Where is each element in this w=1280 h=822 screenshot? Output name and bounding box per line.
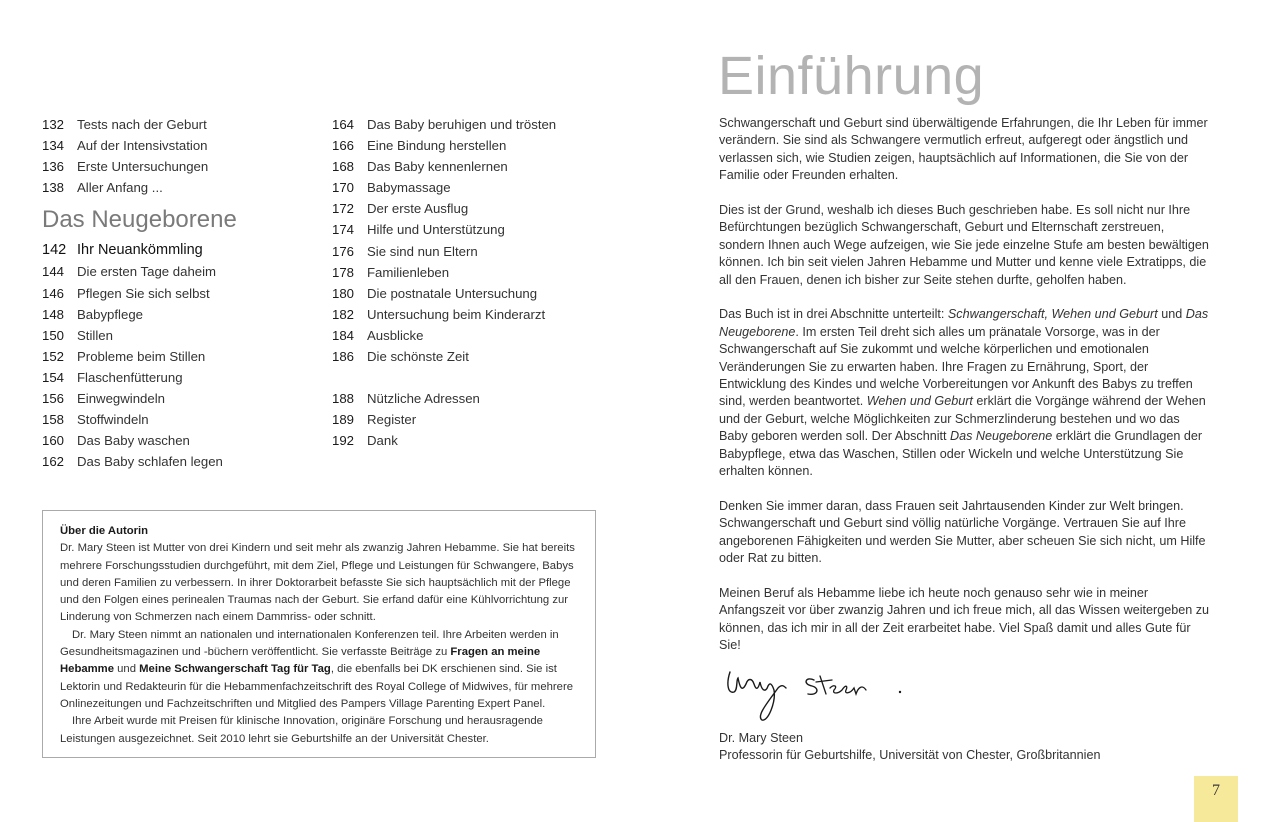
toc-entry-title: Babymassage — [367, 180, 451, 196]
toc-entry — [332, 304, 632, 325]
intro-paragraph-4: Denken Sie immer daran, dass Frauen seit Jahrtausenden Kinder zur Welt bringen. Schwangerschaft und Geburt sind völlig natürliche Vorgänge. Vertrauen Sie auf Ihre angeborenen Fähigkeiten und werden Sie Mutter, aber scheuen Sie sich nicht, um Hilfe oder Rat zu bitten. — [719, 498, 1206, 566]
toc-entry-title: Tests nach der Geburt — [77, 117, 207, 132]
toc-entry-title: Ausblicke — [367, 327, 424, 343]
toc-entry — [42, 114, 312, 135]
toc-entry — [42, 451, 312, 472]
text-run: Das Buch ist in drei Abschnitte unterteilt: — [719, 307, 948, 322]
page-title: Einführung — [718, 46, 985, 106]
toc-page-number: 192 — [332, 433, 355, 449]
toc-entry-title: Stillen — [77, 327, 113, 343]
toc-page-number: 166 — [332, 138, 355, 154]
toc-entry-title: Der erste Ausflug — [367, 201, 469, 217]
signature-name: Dr. Mary Steen — [719, 731, 803, 745]
intro-paragraph-1: Schwangerschaft und Geburt sind überwältigende Erfahrungen, die Ihr Leben für immer verändern. Sie sind als Schwangere vermutlich erfreut, aufgeregt oder ängstlich und verlassen sich, wie Studien zeigen, hauptsächlich auf Informationen, die Sie von der Familie oder Freunden erhalten. — [719, 116, 1208, 183]
intro-paragraph-5: Meinen Beruf als Hebamme liebe ich heute noch genauso sehr wie in meiner Anfangszeit vor über zwanzig Jahren und ich freue mich, all das Wissen weitergeben zu können, das ich mir in all der Zeit erarbeitet habe. Viel Spaß damit und alles Gute für Sie! — [719, 585, 1210, 653]
toc-page-number: 188 — [332, 391, 355, 407]
toc-entry — [332, 346, 632, 367]
toc-entry — [42, 367, 312, 388]
toc-group-appendix — [332, 388, 632, 451]
toc-group-newborn-cont — [332, 114, 632, 367]
toc-entry-title: Eine Bindung herstellen — [367, 138, 507, 154]
about-author-paragraph-2 — [60, 627, 579, 713]
toc-entry — [42, 240, 312, 261]
toc-entry-title: Untersuchung beim Kinderarzt — [367, 306, 546, 322]
toc-page-number: 168 — [332, 159, 355, 175]
italic-run: Das Neugeborene — [719, 307, 1209, 339]
toc-entry — [42, 346, 312, 367]
toc-page-number: 156 — [42, 391, 65, 407]
toc-spacer — [332, 367, 632, 388]
toc-page-number: 154 — [42, 369, 65, 385]
toc-page-number: 152 — [42, 348, 65, 364]
about-author-paragraph-3: Ihre Arbeit wurde mit Preisen für klinische Innovation, originäre Forschung und herausragende Leistungen ausgezeichnet. Seit 2010 lehrt sie Geburtshilfe an der Universität Chester. — [60, 715, 543, 745]
toc-page-number: 184 — [332, 327, 355, 343]
toc-page-number: 138 — [42, 180, 65, 196]
toc-entry-title: Probleme beim Stillen — [77, 348, 206, 364]
toc-entry-title: Die schönste Zeit — [367, 349, 469, 365]
toc-left-column — [42, 114, 312, 472]
about-author-paragraph-1: Dr. Mary Steen ist Mutter von drei Kindern und seit mehr als zwanzig Jahren Hebamme. Sie hat bereits mehrere Forschungsstudien durchgeführt, mit dem Ziel, Pflege und Leistungen für Schwangere, Babys und deren Familien zu verbessern. In ihrer Doktorarbeit befasste Sie sich hauptsächlich mit der Pflege und den Folgen eines perinealen Traumas nach der Geburt. Sie erfand dafür eine Kühlvorrichtung zur Linderung von Schmerzen nach einem Dammriss- oder schnitt. — [60, 542, 575, 624]
toc-entry-title: Flaschenfütterung — [77, 369, 183, 385]
text-run: und — [114, 663, 140, 676]
toc-page-number: 164 — [332, 117, 355, 132]
toc-entry-title: Babypflege — [77, 306, 143, 322]
text-run: erklärt die Vorgänge während der Wehen und der Geburt, welche Möglichkeiten zur Schmerzlinderung bestehen und wo das Baby geboren werden soll. Der Abschnitt — [719, 394, 1206, 444]
toc-entry-title: Das Baby waschen — [77, 433, 190, 449]
toc-entry-title: Erste Untersuchungen — [77, 159, 209, 175]
text-run: und — [1157, 307, 1186, 322]
toc-entry — [42, 325, 312, 346]
toc-entry — [42, 177, 312, 198]
text-run: erklärt die Grundlagen der Babypflege, etwa das Waschen, Stillen oder Wickeln und welche Unterstützung Sie erhalten können. — [719, 429, 1203, 479]
toc-entry-title: Auf der Intensivstation — [77, 138, 208, 154]
toc-entry — [42, 409, 312, 430]
toc-entry-title: Aller Anfang ... — [77, 180, 163, 196]
toc-page-number: 180 — [332, 285, 355, 301]
about-author-box — [42, 510, 596, 758]
toc-page-number: 186 — [332, 349, 355, 365]
toc-entry-title: Die postnatale Untersuchung — [367, 285, 538, 301]
toc-entry — [42, 430, 312, 451]
toc-page-number: 144 — [42, 264, 65, 280]
toc-entry — [42, 261, 312, 282]
toc-group-newborn — [42, 240, 312, 472]
toc-entry-title: Ihr Neuankömmling — [77, 242, 203, 259]
toc-entry — [332, 114, 632, 135]
page-number: 7 — [1194, 776, 1238, 822]
toc-entry — [332, 325, 632, 346]
toc-page-number: 162 — [42, 454, 65, 470]
toc-page-number: 176 — [332, 243, 355, 259]
book-title-1: Fragen an meine Hebamme — [60, 646, 541, 676]
intro-paragraph-2: Dies ist der Grund, weshalb ich dieses Buch geschrieben habe. Es soll nicht nur Ihre Befürchtungen bezüglich Schwangerschaft, Geburt und Elternschaft zerstreuen, sondern Ihnen auch Wege aufzeigen, wie Sie jede einzelne Stufe am besten bewältigen können. Ich bin seit vielen Jahren Hebamme und Mutter und kenne viele Extratipps, die all den Frauen, denen ich bisher zur Seite stehen durfte, geholfen haben. — [719, 203, 1209, 287]
toc-entry — [42, 283, 312, 304]
toc-entry — [332, 219, 632, 240]
toc-entry — [42, 135, 312, 156]
toc-entry-title: Stoffwindeln — [77, 412, 149, 428]
toc-page-number: 132 — [42, 117, 65, 132]
toc-entry-title: Nützliche Adressen — [367, 391, 480, 407]
toc-page-number: 170 — [332, 180, 355, 196]
toc-entry — [332, 135, 632, 156]
toc-entry-title: Das Baby schlafen legen — [77, 454, 223, 470]
signature-title: Professorin für Geburtshilfe, Universität von Chester, Großbritannien — [719, 748, 1101, 762]
toc-entry-title: Pflegen Sie sich selbst — [77, 285, 210, 301]
toc-entry — [42, 304, 312, 325]
toc-page-number: 172 — [332, 201, 355, 217]
toc-page-number: 160 — [42, 433, 65, 449]
toc-entry-title: Sie sind nun Eltern — [367, 243, 478, 259]
toc-page-number: 150 — [42, 327, 65, 343]
intro-paragraph-3 — [719, 306, 1209, 480]
text-run: , die ebenfalls bei DK erschienen sind. Sie ist Lektorin und Redakteurin für die Hebammenfachzeitschrift des Royal College of Midwives, für mehrere Onlinezeitungen und Fachzeitschriften und Mitglied des Pampers Village Parenting Expert Panel. — [60, 663, 573, 710]
handwritten-signature — [722, 662, 922, 730]
toc-page-number: 178 — [332, 264, 355, 280]
toc-entry — [332, 262, 632, 283]
toc-page-number: 142 — [42, 242, 67, 259]
toc-entry-title: Dank — [367, 433, 398, 449]
toc-section-heading: Das Neugeborene — [42, 206, 237, 234]
italic-run: Das Neugeborene — [950, 429, 1053, 444]
text-run: . Im ersten Teil dreht sich alles um pränatale Vorsorge, was in der Schwangerschaft auf Sie zukommt und welche körperlichen und emotionalen Veränderungen Sie zu erwarten haben. Ihre Fragen zu Ernährung, Sport, der Entwicklung des Kindes und welche Vorbereitungen vor Ankunft des Babys zu treffen sind, werden beantwortet. — [719, 324, 1193, 409]
toc-entry-title: Register — [367, 412, 417, 428]
toc-entry-title: Das Baby kennenlernen — [367, 159, 508, 175]
toc-entry — [42, 388, 312, 409]
toc-entry-title: Die ersten Tage daheim — [77, 264, 217, 280]
toc-entry — [332, 198, 632, 219]
toc-group-prev-section — [42, 114, 312, 198]
toc-page-number: 134 — [42, 138, 65, 154]
toc-page-number: 182 — [332, 306, 355, 322]
toc-entry — [332, 241, 632, 262]
toc-entry-title: Einwegwindeln — [77, 391, 165, 407]
toc-entry-title: Das Baby beruhigen und trösten — [367, 117, 557, 132]
book-title-2: Meine Schwangerschaft Tag für Tag — [139, 663, 331, 676]
toc-entry-title: Familienleben — [367, 264, 450, 280]
toc-entry — [332, 388, 632, 409]
toc-entry — [332, 283, 632, 304]
text-run: Dr. Mary Steen nimmt an nationalen und internationalen Konferenzen teil. Ihre Arbeiten werden in Gesundheitsmagazinen und -büchern veröffentlicht. Sie verfasste Beiträge zu — [60, 628, 559, 659]
toc-page-number: 189 — [332, 412, 355, 428]
toc-entry — [332, 177, 632, 198]
toc-page-number: 158 — [42, 412, 65, 428]
toc-entry-title: Hilfe und Unterstützung — [367, 222, 505, 238]
intro-body — [719, 115, 1209, 672]
toc-entry — [332, 409, 632, 430]
toc-entry — [332, 156, 632, 177]
toc-entry — [332, 430, 632, 451]
toc-page-number: 148 — [42, 306, 65, 322]
toc-entry — [42, 156, 312, 177]
toc-page-number: 146 — [42, 285, 65, 301]
toc-page-number: 136 — [42, 159, 65, 175]
toc-page-number: 174 — [332, 222, 355, 238]
about-author-heading: Über die Autorin — [60, 525, 149, 537]
toc-right-column — [332, 114, 632, 452]
italic-run: Schwangerschaft, Wehen und Geburt — [947, 307, 1158, 322]
italic-run: Wehen und Geburt — [866, 394, 973, 409]
